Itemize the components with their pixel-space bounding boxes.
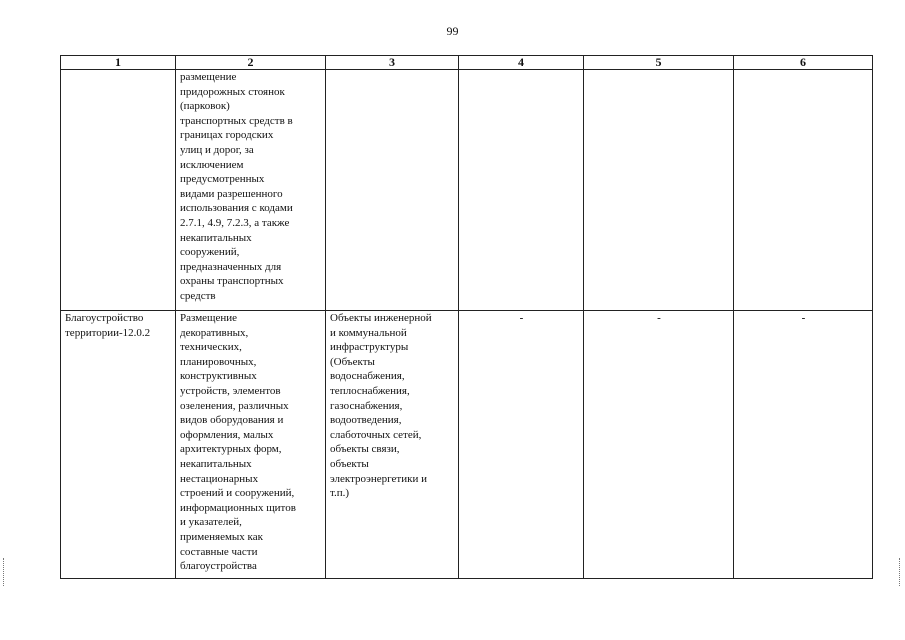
cell-text-line: некапитальных [180,457,252,470]
cell-text-line: (Объекты [330,355,375,368]
cell-text-line: водоснабжения, [330,370,405,383]
cell-text-line: видами разрешенного [180,187,283,200]
cell-text-line: применяемых как [180,530,263,543]
row-2-col-1 [61,311,176,579]
column-header-3: 3 [326,56,459,70]
cell-text-line: технических, [180,341,242,354]
cell-text-line: т.п.) [330,487,350,500]
cell-text-line: некапитальных [180,231,252,244]
cell-text-line: водоотведения, [330,414,402,427]
row-1-col-1 [61,70,176,311]
row-1-col-3 [326,70,459,311]
cell-text-line: оформления, малых [180,428,274,441]
column-header-6: 6 [734,56,873,70]
cell-text-line: декоративных, [180,326,249,339]
cell-text-line: средств [180,289,216,302]
cell-text-line: Объекты инженерной [330,312,432,324]
cell-text-line: планировочных, [180,355,257,368]
cell-text-line: и коммунальной [330,326,407,339]
table-row [61,70,873,311]
cell-text-line: инфраструктуры [330,341,409,354]
row-2-col-6: - [734,311,873,579]
cell-text-line: (парковок) [180,100,230,113]
zoning-table [60,55,873,579]
cell-text-line: улиц и дорог, за [180,143,254,156]
row-1-col-4 [459,70,584,311]
cell-text-line: архитектурных форм, [180,443,282,456]
cell-text-line: видов оборудования и [180,414,284,427]
cell-text-line: Размещение [180,312,238,324]
table-header-row [61,56,873,70]
cell-text-line: предназначенных для [180,260,282,273]
row-2-col-3 [326,311,459,579]
cell-text-line: объекты [330,457,369,470]
page-number: 99 [446,24,459,38]
cell-text-line: придорожных стоянок [180,85,285,98]
scan-margin-mark-left [3,558,6,586]
column-header-5: 5 [584,56,734,70]
cell-text-line: газоснабжения, [330,399,403,412]
cell-text-line: озеленения, различных [180,399,289,412]
cell-text-line: и указателей, [180,516,242,529]
cell-text-line: информационных щитов [180,501,296,514]
cell-text-line: нестационарных [180,472,259,485]
cell-text-line: транспортных средств в [180,114,293,127]
cell-text-line: электроэнергетики и [330,472,427,485]
cell-text-line: конструктивных [180,370,257,383]
row-1-col-6 [734,70,873,311]
cell-text-line: объекты связи, [330,443,400,456]
cell-text-line: строений и сооружений, [180,487,295,500]
cell-text-line: границах городских [180,129,274,142]
cell-text-line: исключением [180,158,244,171]
cell-text-line: составные части [180,545,258,558]
cell-text-line: использования с кодами [180,202,293,215]
column-header-1: 1 [61,56,176,70]
row-1-col-2 [176,70,326,311]
cell-text-line: Благоустройство [65,312,144,324]
row-2-col-5: - [584,311,734,579]
cell-text-line: территории-12.0.2 [65,326,151,339]
cell-text-line: благоустройства [180,560,257,573]
cell-text-line: устройств, элементов [180,384,281,397]
column-header-4: 4 [459,56,584,70]
cell-text-line: охраны транспортных [180,275,284,288]
cell-text-line: сооружений, [180,246,240,259]
cell-text-line: размещение [180,71,237,83]
cell-text-line: предусмотренных [180,173,265,186]
row-2-col-2 [176,311,326,579]
cell-text-line: слаботочных сетей, [330,428,422,441]
row-2-col-4: - [459,311,584,579]
scan-margin-mark-right [899,558,902,586]
cell-text-line: теплоснабжения, [330,384,410,397]
table-row [61,311,873,579]
column-header-2: 2 [176,56,326,70]
row-1-col-5 [584,70,734,311]
cell-text-line: 2.7.1, 4.9, 7.2.3, а также [180,216,290,229]
